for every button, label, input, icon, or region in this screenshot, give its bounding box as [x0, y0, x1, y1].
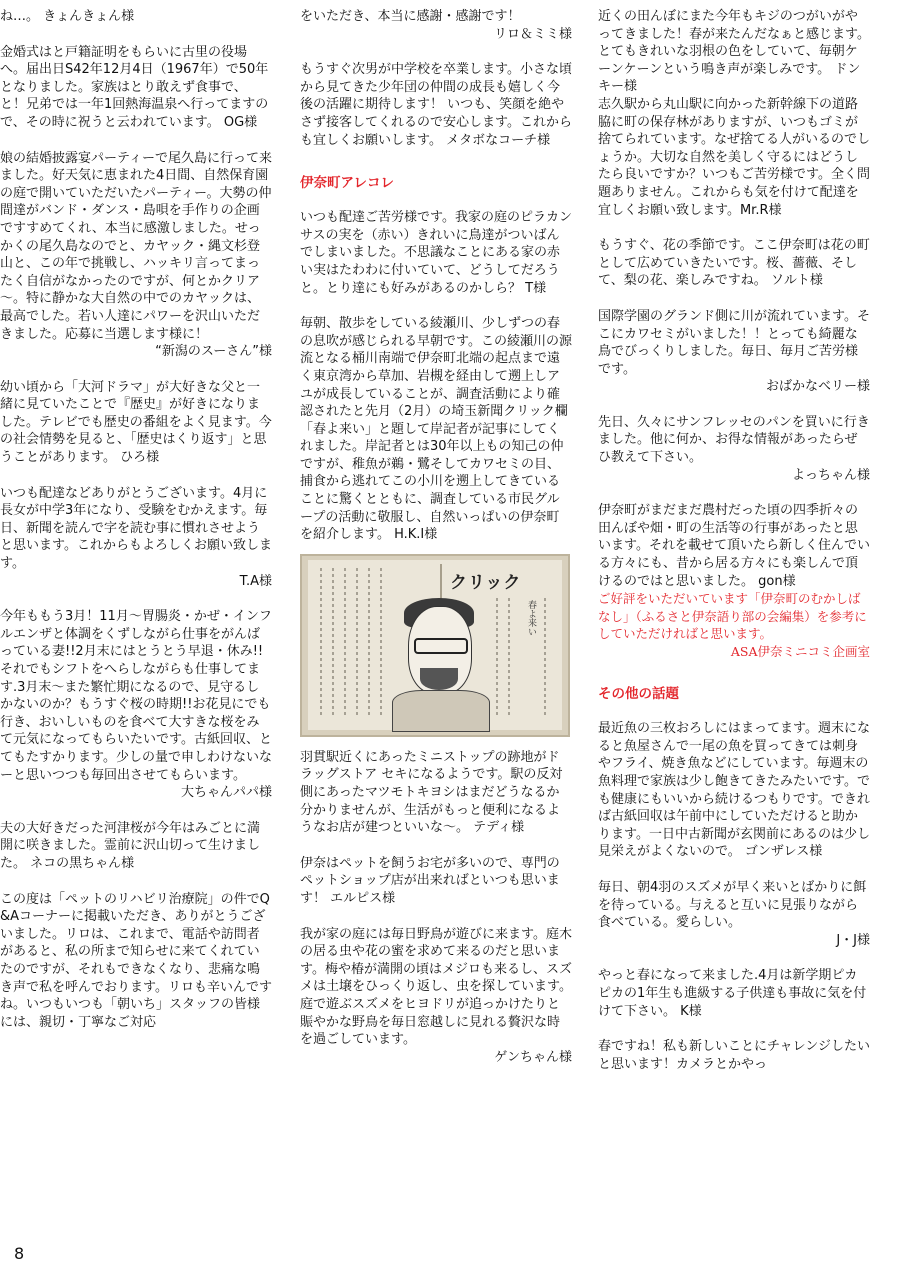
letter-text: 最近魚の三枚おろしにはまってます。週末になると魚屋さんで一尾の魚を買ってきては刺身やフライ、焼き魚などにしています。毎週末の魚料理で家族は少し飽きてきたみたいです。でも健康にもいいから続けるつもりです。できれば古紙回収は午前中にしていただけると助かります。一日中古新聞が玄関前にあるのは少し見栄えがよくないので。 ゴンザレス様 — [598, 721, 870, 860]
clipping-text-column — [356, 568, 358, 718]
letter-text: やっと春になって来ました.4月は新学期ピカピカの1年生も進級する子供達も事故に気を付けて下さい。 K様 — [598, 968, 867, 1019]
section-heading-other-topics: その他の話題 — [598, 686, 679, 703]
letter-text: いつも配達などありがとうございます。4月に長女が中学3年になり、受験をむかえます。毎日、新聞を読んで字を読む事に慣れさせようと思います。これからもよろしくお願い致します。 — [0, 485, 272, 572]
letter-text: 幼い頃から「大河ドラマ」が大好きな父と一緒に見ていたことで『歴史』が好きになりました。テレビでも歴史の番組をよく見ます。今の社会情勢を見ると、「歴史はくり返す」と思うことがあります。 ひろ様 — [0, 379, 272, 466]
clipping-title: クリック — [450, 572, 522, 593]
letter-signature: “新潟のスーさん”様 — [155, 344, 272, 360]
letter-text: この度は「ペットのリハビリ治療院」の件でQ&Aコーナーに掲載いただき、ありがとうございました。リロは、これまで、電話や訪問者があると、私の所まで知らせに来てくれていたのですが、それもできなくなり、悲痛な鳴き声で私を呼んでおります。リロも辛いんですね。いつもいつも「朝いち」スタッフの皆様には、親切・丁寧なご対応 — [0, 891, 272, 1030]
clipping-text-column — [508, 598, 510, 718]
letter-text: 娘の結婚披露宴パーティーで尾久島に行って来ました。好天気に恵まれた4日間、自然保育園の庭で開いていただいたパーティー。大勢の仲間達がバンド・ダンス・島唄を手作りの企画ですすめてくれ、本当に感激しました。せっかくの尾久島なのでと、カヤック・縄文杉登山と、この年で挑戦し、ハッキリ言ってまったく自信がなかったのですが、何とかクリア～。特に静かな大自然の中でのカヤックは、最高でした。若い人達にパワーを沢山いただきました。応募に当選します様に！ — [0, 150, 272, 342]
letter-text: 金婚式はと戸籍証明をもらいに古里の役場へ。届出日S42年12月4日（1967年）で50年となりました。家族はとり敢えず食事で、と！兄弟では一年1回熱海温泉へ行ってますので、その時に祝うと云われています。 OG様 — [0, 44, 269, 130]
clipping-subtitle: 春よ来い — [526, 599, 536, 636]
clipping-text-column — [496, 598, 498, 718]
letter-signature: 大ちゃんパパ様 — [180, 785, 272, 801]
letter-signature: リロ＆ミミ様 — [493, 26, 572, 42]
letter-text: もうすぐ次男が中学校を卒業します。小さな頃から見てきた少年団の仲間の成長も嬉しく今後の活躍に期待します！ いつも、笑顔を絶やさず接客してくれるので安心します。これからも宜しくお願いします。 メタボなコーチ様 — [300, 62, 572, 148]
letter-signature: J・J様 — [836, 932, 870, 948]
portrait-body — [392, 690, 490, 732]
letter-text: 春ですね！私も新しいことにチャレンジしたいと思います！カメラとかやっ — [598, 1039, 870, 1072]
letter-text: もうすぐ、花の季節です。ここ伊奈町は花の町として広めていきたいです。桜、薔薇、そして、梨の花、楽しみですね。 ソルト様 — [598, 238, 870, 289]
column-1 — [0, 8, 272, 1031]
letter-text: 今年ももう3月！11月～胃腸炎・かぜ・インフルエンザと体調をくずしながら仕事をがんばっている妻!!2月末にはとうとう早退・休み!!それでもシフトをへらしながらも仕事してます.3月末～また繁忙期になるので、見守るしかないのか？もうすぐ桜の時期!!お花見にでも行き、おいしいものを食べて大すきな桜をみて元気になってもらいたいです。古紙回収、とてもたすかります。少しの量で申しわけないなーと思いつつも毎回出させてもらいます。 — [0, 609, 272, 783]
column-2 — [300, 8, 572, 1066]
letter-text: いつも配達ご苦労様です。我家の庭のピラカンサスの実を（赤い）きれいに鳥達がついばんでしまいました。不思議なことにある家の赤い実はたわわに付いていて、どうしてだろうと。とり達にも好みがあるのかしら？ T様 — [300, 210, 572, 296]
letter-signature: T.A様 — [239, 573, 272, 589]
clipping-text-column — [344, 568, 346, 718]
clipping-text-column — [368, 568, 370, 718]
letter-text: をいただき、本当に感謝・感謝です！ — [300, 9, 521, 24]
letter-text: 近くの田んぼにまた今年もキジのつがいがやってきました！春が来たんだなぁと感じます。とてもきれいな羽根の色をしていて、毎朝ケーンケーンという鳴き声が楽しみです。 ドンキー様 — [598, 9, 870, 95]
section-heading-inacho: 伊奈町アレコレ — [300, 175, 394, 192]
letter-text: 夫の大好きだった河津桜が今年はみごとに満開に咲きました。霊前に沢山切って生けました。 ネコの黒ちゃん様 — [0, 820, 261, 871]
letter-text: 先日、久々にサンフレッセのパンを買いに行きました。他に何か、お得な情報があったらぜひ教えて下さい。 — [598, 414, 870, 466]
portrait-glasses — [414, 638, 468, 654]
letter-text: 毎朝、散歩をしている綾瀬川、少しずつの春の息吹が感じられる早朝です。この綾瀬川の源流となる桶川南端で伊奈町北端の起点まで遠く東京湾から草加、岩槻を経由して遡上しアユが成長していることが、調査活動により確認されたと先月（2月）の埼玉新聞クリック欄「春よ来い」と題して岸記者が記事にしてくれました。岸記者とは30年以上もの知己の仲ですが、稚魚が鵜・鷺そしてカワセミの目、捕食から逃れてこの小川を遡上してきていることに驚くとともに、調査している市民グループの活動に敬服し、自然いっぱいの伊奈町を紹介します。 H.K.I様 — [300, 316, 572, 543]
clipping-text-column — [380, 568, 382, 718]
newspaper-clipping-image — [300, 554, 570, 737]
editor-reply-signature: ASA伊奈ミニコミ企画室 — [730, 643, 870, 659]
letter-text: 伊奈はペットを飼うお宅が多いので、専門のペットショップ店が出来ればといつも思います！ エルピス様 — [300, 855, 560, 906]
column-3 — [598, 8, 870, 1073]
letter-text: 国際学園のグランド側に川が流れています。そこにカワセミがいました！！とっても綺麗な鳥でびっくりしました。毎日、毎月ご苦労様です。 — [598, 308, 870, 377]
letter-signature: よっちゃん様 — [791, 467, 870, 483]
clipping-text-column — [332, 568, 334, 718]
letter-text: 羽貫駅近くにあったミニストップの跡地がドラッグストア セキになるようです。駅の反対側にあったマツモトキヨシはまだどうなるか分かりませんが、生活がもっと便利になるようなお店が建つといいな～。 テディ様 — [300, 749, 563, 836]
letter-text: ね…。 きょんきょん様 — [0, 9, 135, 24]
portrait-beard — [420, 668, 458, 690]
letter-text: 我が家の庭には毎日野鳥が遊びに来ます。庭木の居る虫や花の蜜を求めて来るのだと思います。梅や椿が満開の頃はメジロも来るし、スズメは土壌をひっくり返し、虫を探しています。庭で遊ぶスズメをヒヨドリが追っかけたりと賑やかな野鳥を毎日窓越しに見れる贅沢な時を過ごしています。 — [300, 926, 572, 1048]
letter-text: 志久駅から丸山駅に向かった新幹線下の道路脇に町の保存林がありますが、いつもゴミが捨てられています。なぜ捨てる人がいるのでしょうか。大切な自然を美しく守るにはどうしたら良いですか？いつもご苦労様です。全く問題ありません。これからも気を付けて配達を宜しくお願い致します。Mr.R様 — [598, 96, 870, 218]
page-number: 8 — [14, 1244, 25, 1263]
clipping-text-column — [544, 598, 546, 718]
editor-reply: ご好評をいただいています「伊奈町のむかしばなし」（ふるさと伊奈語り部の会編集）を参考にしていただければと思います。 — [598, 591, 867, 642]
letter-signature: おばかなベリー様 — [765, 379, 870, 395]
letter-text: 伊奈町がまだまだ農村だった頃の四季折々の田んぼや畑・町の生活等の行事があったと思います。それを載せて頂いたら新しく住んでいる方々にも、昔から居る方々にも楽しんで頂けるのではと思いました。 gon様 — [598, 503, 870, 589]
letter-signature: ゲンちゃん様 — [494, 1049, 572, 1065]
clipping-text-column — [320, 568, 322, 718]
letter-text: 毎日、朝4羽のスズメが早く来いとばかりに餌を待っている。与えると互いに見張りながら食べている。愛らしい。 — [598, 879, 867, 931]
